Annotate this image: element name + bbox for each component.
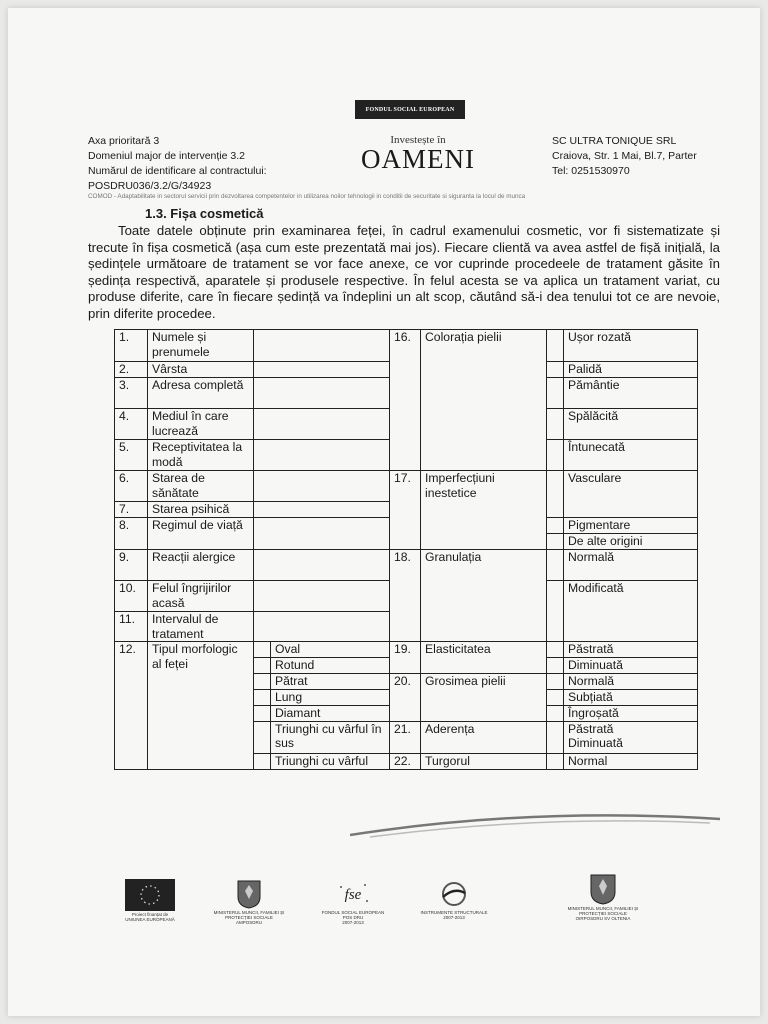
footer-logo-caption: FONDUL SOCIAL EUROPEAN bbox=[321, 910, 385, 915]
row-number: 16. bbox=[390, 330, 421, 471]
footer-logo-instruments bbox=[404, 879, 504, 920]
row-number: 6. bbox=[115, 471, 148, 502]
shape-option: Triunghi cu vârful în sus bbox=[271, 721, 390, 753]
option-label: Normală bbox=[564, 550, 698, 581]
option-label-line: Păstrată bbox=[568, 721, 614, 736]
checkbox-cell[interactable] bbox=[547, 642, 564, 658]
row-number: 8. bbox=[115, 518, 148, 550]
checkbox-cell[interactable] bbox=[254, 721, 271, 753]
field-label: Vârsta bbox=[148, 362, 254, 378]
checkbox-cell[interactable] bbox=[254, 642, 271, 658]
checkbox-cell[interactable] bbox=[547, 330, 564, 362]
footer-logo-caption: INSTRUMENTE STRUCTURALE bbox=[420, 910, 488, 915]
field-label: Mediul în care lucrează bbox=[148, 409, 254, 440]
row-number: 21. bbox=[390, 721, 421, 753]
footer-logo-caption: Proiect finanțat de bbox=[131, 912, 169, 917]
option-label: Subțiată bbox=[564, 689, 698, 705]
checkbox-cell[interactable] bbox=[547, 362, 564, 378]
row-number: 17. bbox=[390, 471, 421, 550]
eu-flag-icon bbox=[125, 879, 175, 911]
field-label: Elasticitatea bbox=[421, 642, 547, 674]
footer-logo-caption: PROTECȚIEI SOCIALE bbox=[579, 911, 627, 916]
field-value-cell bbox=[254, 581, 390, 612]
field-label: Regimul de viață bbox=[148, 518, 254, 550]
option-label: Vasculare bbox=[564, 471, 698, 518]
footer-logo-caption: AMPOSDRU bbox=[235, 920, 262, 925]
field-label: Colorația pielii bbox=[421, 330, 547, 471]
coat-of-arms-icon bbox=[236, 879, 262, 909]
row-number: 1. bbox=[115, 330, 148, 362]
checkbox-cell[interactable] bbox=[547, 581, 564, 642]
option-label: Întunecată bbox=[564, 440, 698, 471]
project-subtitle: COMOD - Adaptabilitate in sectorul servicii prin dezvoltarea competentelor in utilizarea noilor tehnologii in conditii de securitate si siguranta la locul de munca bbox=[88, 193, 526, 200]
checkbox-cell[interactable] bbox=[547, 534, 564, 550]
cosmetic-form-table bbox=[114, 329, 698, 770]
shape-option: Lung bbox=[271, 689, 390, 705]
coat-of-arms-icon bbox=[589, 873, 617, 905]
field-value-cell bbox=[254, 502, 390, 518]
footer-logo-caption: UNIUNEA EUROPEANĂ bbox=[125, 917, 175, 922]
svg-text:fse: fse bbox=[344, 887, 362, 903]
option-label: Spălăcită bbox=[564, 409, 698, 440]
company-line: SC ULTRA TONIQUE SRL bbox=[552, 135, 677, 147]
checkbox-cell[interactable] bbox=[547, 550, 564, 581]
field-label: Turgorul bbox=[421, 753, 547, 769]
company-line: Craiova, Str. 1 Mai, Bl.7, Parter bbox=[552, 150, 697, 162]
footer-logo-caption: MINISTERUL MUNCII, FAMILIEI ȘI bbox=[213, 910, 285, 915]
company-info bbox=[552, 134, 697, 179]
field-value-cell bbox=[254, 518, 390, 550]
option-label bbox=[564, 721, 698, 753]
field-label: Reacții alergice bbox=[148, 550, 254, 581]
option-label: Ușor rozată bbox=[564, 330, 698, 362]
field-label: Adresa completă bbox=[148, 378, 254, 409]
shape-option: Diamant bbox=[271, 705, 390, 721]
option-label: Modificată bbox=[564, 581, 698, 642]
field-label: Starea psihică bbox=[148, 502, 254, 518]
checkbox-cell[interactable] bbox=[547, 471, 564, 518]
program-line: POSDRU036/3.2/G/34923 bbox=[88, 180, 212, 192]
section-heading: 1.3. Fișa cosmetică bbox=[145, 206, 264, 221]
option-label: Îngroșată bbox=[564, 705, 698, 721]
logo-big-text: OAMENI bbox=[361, 144, 475, 174]
field-label: Starea de sănătate bbox=[148, 471, 254, 502]
field-value-cell bbox=[254, 409, 390, 440]
footer-logo-ministry bbox=[204, 879, 294, 925]
checkbox-cell[interactable] bbox=[547, 689, 564, 705]
program-line: Numărul de identificare al contractului: bbox=[88, 165, 267, 177]
checkbox-cell[interactable] bbox=[547, 673, 564, 689]
checkbox-cell[interactable] bbox=[547, 753, 564, 769]
row-number: 2. bbox=[115, 362, 148, 378]
option-label: Diminuată bbox=[564, 657, 698, 673]
option-label: Normal bbox=[564, 753, 698, 769]
footer-logo-caption: MINISTERUL MUNCII, FAMILIEI ȘI bbox=[567, 906, 639, 911]
footer-logo-eu bbox=[110, 879, 190, 922]
row-number: 10. bbox=[115, 581, 148, 612]
checkbox-cell[interactable] bbox=[547, 378, 564, 409]
field-label: Granulația bbox=[421, 550, 547, 642]
checkbox-cell[interactable] bbox=[547, 409, 564, 440]
row-number: 12. bbox=[115, 642, 148, 770]
row-number: 22. bbox=[390, 753, 421, 769]
option-label: Palidă bbox=[564, 362, 698, 378]
fse-badge: FONDUL SOCIAL EUROPEAN bbox=[355, 100, 465, 119]
footer-logo-oirposdru bbox=[548, 873, 658, 921]
field-value-cell bbox=[254, 471, 390, 502]
field-value-cell bbox=[254, 378, 390, 409]
shape-option: Rotund bbox=[271, 657, 390, 673]
checkbox-cell[interactable] bbox=[547, 440, 564, 471]
option-label: Păstrată bbox=[564, 642, 698, 658]
row-number: 5. bbox=[115, 440, 148, 471]
checkbox-cell[interactable] bbox=[254, 657, 271, 673]
program-line: Domeniul major de intervenție 3.2 bbox=[88, 150, 245, 162]
field-label: Numele și prenumele bbox=[148, 330, 254, 362]
checkbox-cell[interactable] bbox=[547, 721, 564, 753]
field-value-cell bbox=[254, 550, 390, 581]
field-value-cell bbox=[254, 440, 390, 471]
footer-logo-fse bbox=[308, 879, 398, 925]
field-label: Imperfecțiuni inestetice bbox=[421, 471, 547, 550]
fse-logo-icon bbox=[333, 879, 373, 909]
option-label: Pigmentare bbox=[564, 518, 698, 534]
field-value-cell bbox=[254, 612, 390, 642]
field-label: Grosimea pielii bbox=[421, 673, 547, 721]
shape-option: Oval bbox=[271, 642, 390, 658]
row-number: 4. bbox=[115, 409, 148, 440]
row-number: 9. bbox=[115, 550, 148, 581]
checkbox-cell[interactable] bbox=[254, 673, 271, 689]
checkbox-cell[interactable] bbox=[254, 705, 271, 721]
option-label: De alte origini bbox=[564, 534, 698, 550]
option-label: Pământie bbox=[564, 378, 698, 409]
field-label: Intervalul de tratament bbox=[148, 612, 254, 642]
shape-option: Pătrat bbox=[271, 673, 390, 689]
program-info bbox=[88, 134, 267, 194]
field-label: Tipul morfologic al feței bbox=[148, 642, 254, 770]
company-line: Tel: 0251530970 bbox=[552, 165, 630, 177]
program-line: Axa prioritară 3 bbox=[88, 135, 160, 147]
footer-logo-caption: 2007-2013 bbox=[342, 920, 364, 925]
option-label-line: Diminuată bbox=[568, 736, 623, 750]
field-label: Aderența bbox=[421, 721, 547, 753]
row-number: 18. bbox=[390, 550, 421, 642]
investeste-logo bbox=[348, 134, 488, 172]
row-number: 7. bbox=[115, 502, 148, 518]
footer-logo-caption: OIRPOSDRU SV OLTENIA bbox=[575, 916, 631, 921]
field-label: Receptivitatea la modă bbox=[148, 440, 254, 471]
checkbox-cell[interactable] bbox=[547, 705, 564, 721]
section-paragraph: Toate datele obținute prin examinarea feței, în cadrul examenului cosmetic, vor fi sistematizate și trecute în fișa cosmetică (așa cum este prezentată mai jos). Fiecare clientă va avea astfel de fișă inițială, la ședințele următoare de tratament se vor face anexe, ce vor cuprinde procedeele de tratament găsite în ședința respectivă, aparatele și produsele respective. În felul acesta se va aplica un tratament variat, cu produse diferite, care în fiecare ședință va îndeplini un alt scop, căutând să-i dea tenului tot ce are nevoie, prin diferite procedee. bbox=[88, 223, 720, 321]
checkbox-cell[interactable] bbox=[547, 518, 564, 534]
field-label: Felul îngrijirilor acasă bbox=[148, 581, 254, 612]
decorative-swoosh bbox=[350, 805, 720, 845]
field-value-cell bbox=[254, 330, 390, 362]
checkbox-cell[interactable] bbox=[254, 753, 271, 769]
shape-option: Triunghi cu vârful bbox=[271, 753, 390, 769]
row-number: 19. bbox=[390, 642, 421, 674]
checkbox-cell[interactable] bbox=[254, 689, 271, 705]
footer-logo-caption: PROTECȚIEI SOCIALE bbox=[225, 915, 273, 920]
footer-logo-caption: 2007-2013 bbox=[443, 915, 465, 920]
row-number: 3. bbox=[115, 378, 148, 409]
option-label: Normală bbox=[564, 673, 698, 689]
field-value-cell bbox=[254, 362, 390, 378]
footer-logo-caption: POS DRU bbox=[342, 915, 364, 920]
logo-small-text: Investește în bbox=[390, 134, 446, 146]
structural-instruments-icon bbox=[436, 879, 472, 909]
row-number: 20. bbox=[390, 673, 421, 721]
row-number: 11. bbox=[115, 612, 148, 642]
checkbox-cell[interactable] bbox=[547, 657, 564, 673]
